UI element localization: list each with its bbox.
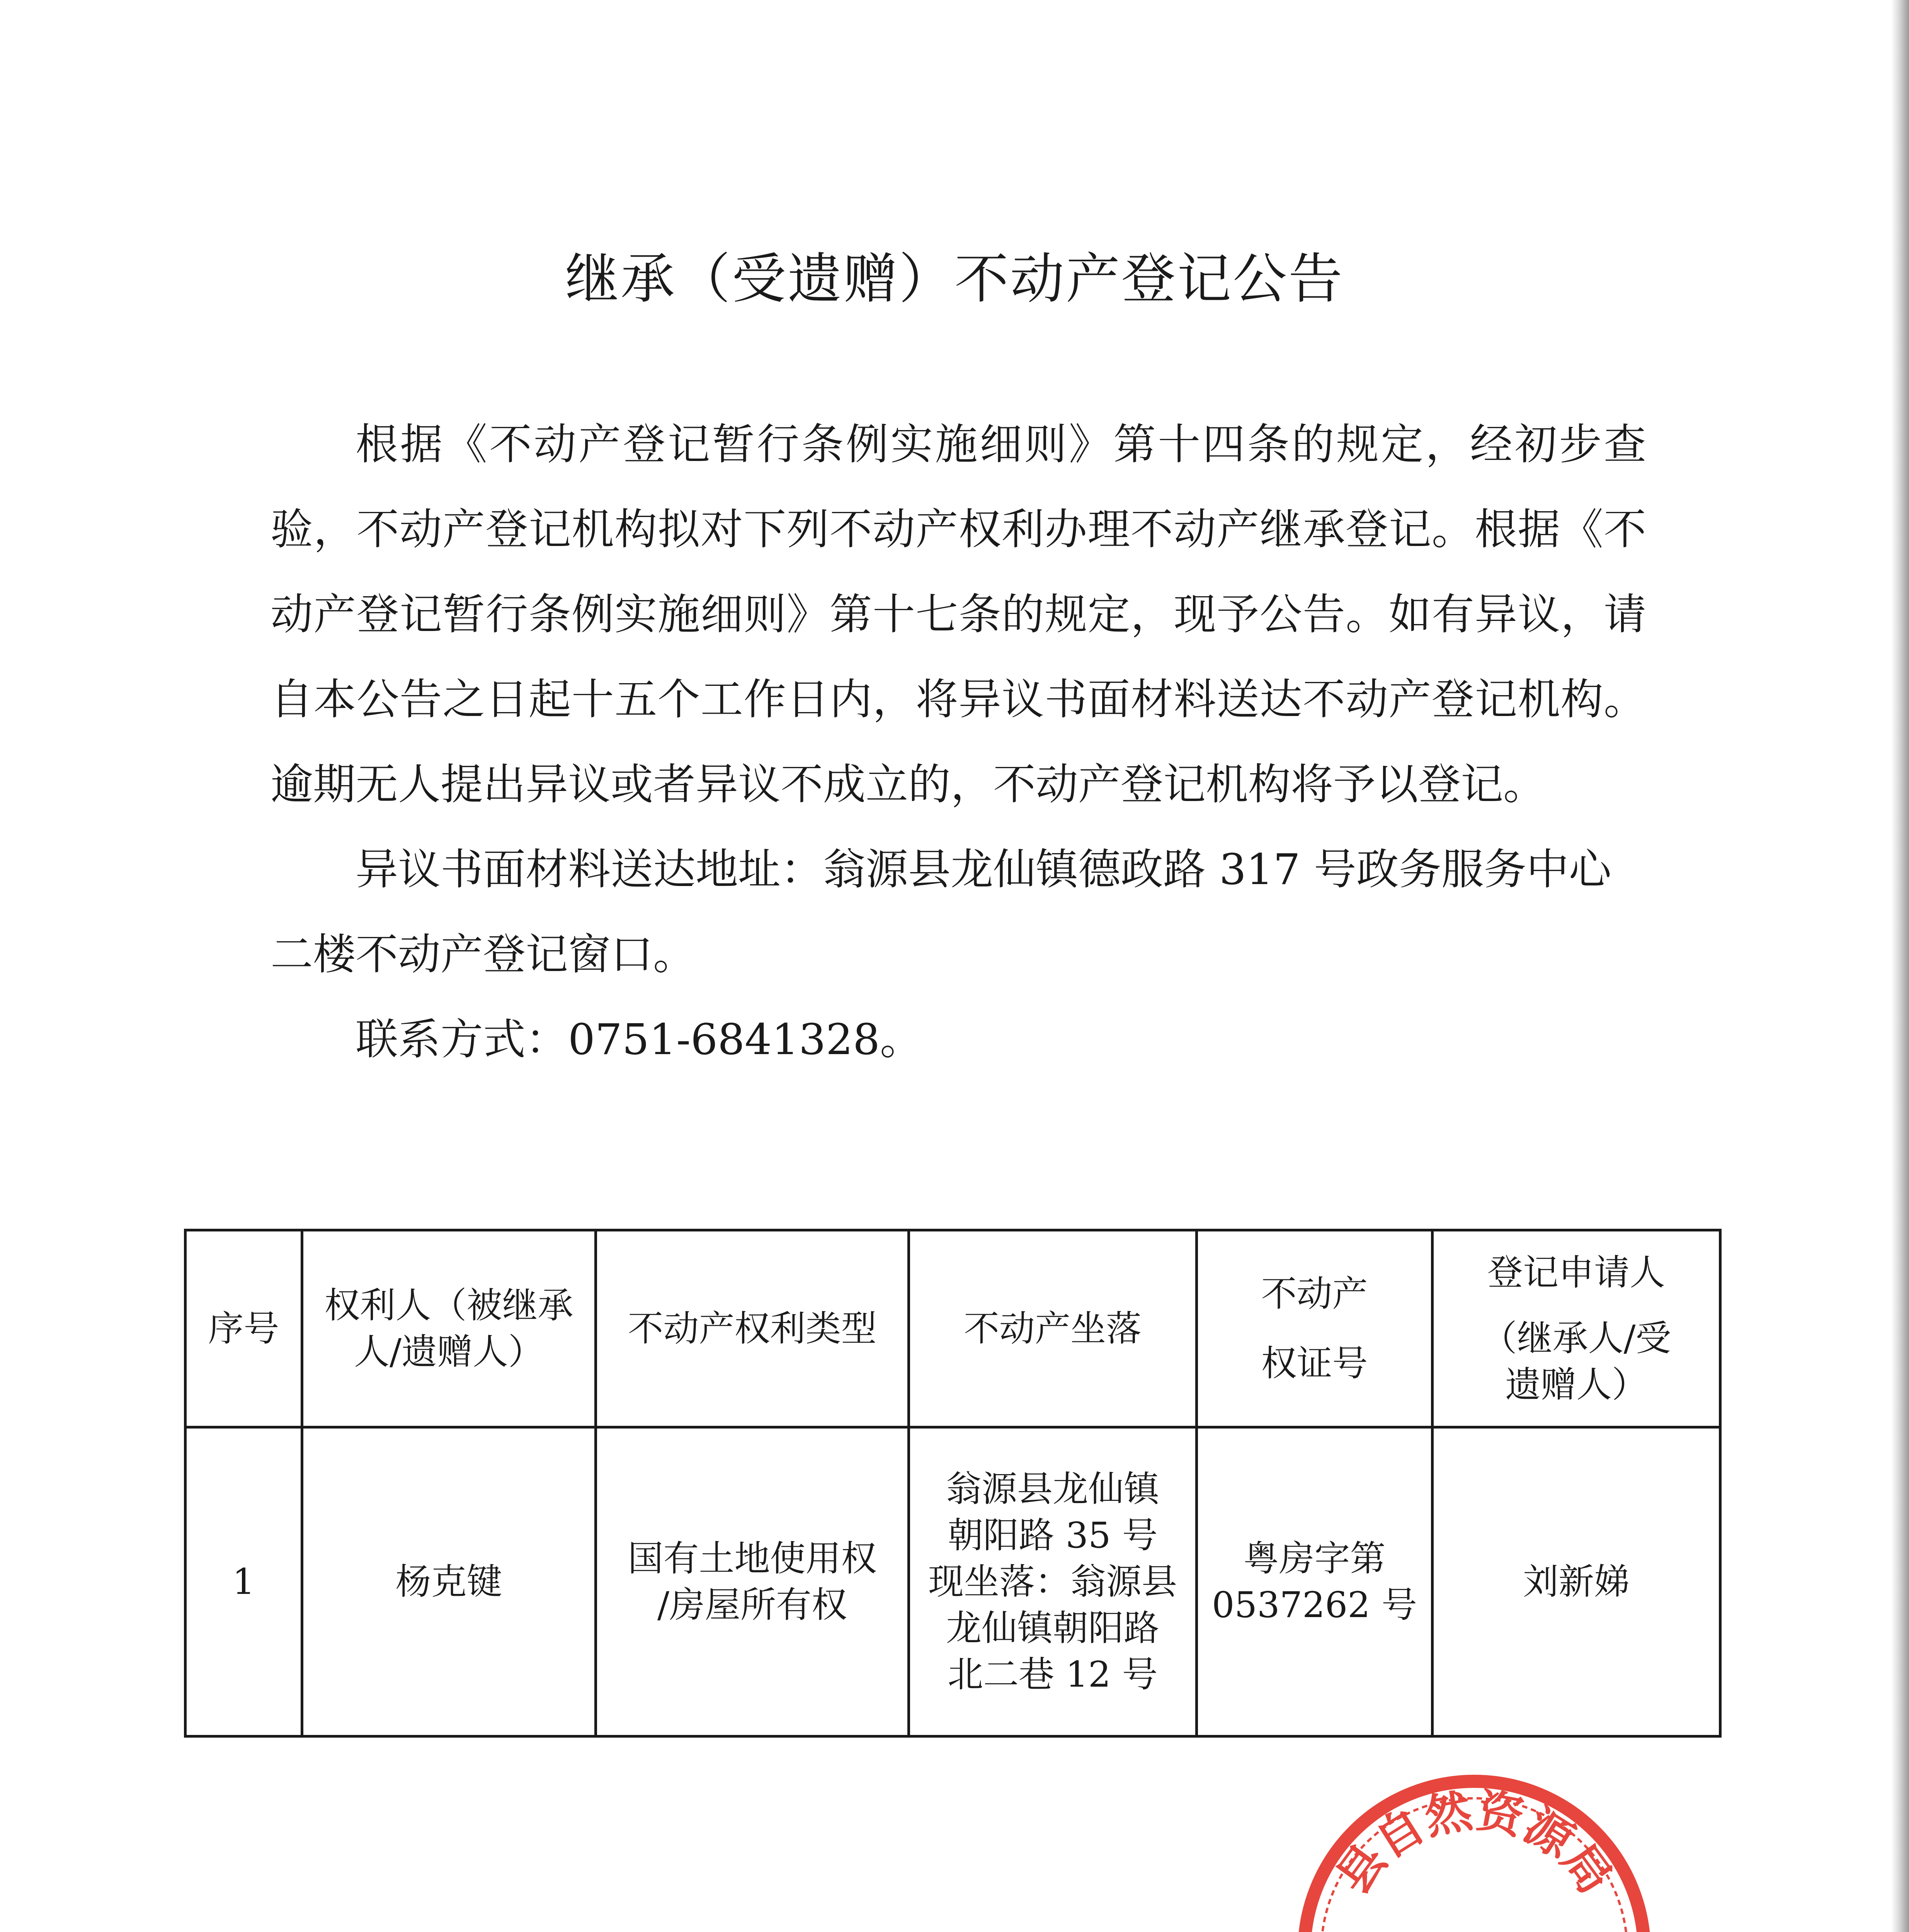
- address-paragraph: 异议书面材料送达地址：翁源县龙仙镇德政路 317 号政务服务中心二楼不动产登记窗口。: [271, 845, 1611, 979]
- header-holder-line1: 权利人（被继承: [324, 1284, 573, 1326]
- cell-location-line1: 翁源县龙仙镇: [946, 1468, 1159, 1510]
- cell-location-line4: 龙仙镇朝阳路: [946, 1607, 1159, 1649]
- official-seal-stamp: [1293, 1770, 1656, 1932]
- contact-paragraph: 联系方式：0751-6841328。: [356, 1015, 923, 1064]
- cell-location: [909, 1427, 1197, 1736]
- cell-cert-line2: 0537262 号: [1212, 1584, 1417, 1626]
- header-holder: [302, 1230, 596, 1427]
- cell-location-line2: 朝阳路 35 号: [948, 1514, 1158, 1556]
- header-applicant-line3: 遗赠人）: [1505, 1364, 1647, 1405]
- header-cert-line2: 权证号: [1261, 1342, 1368, 1384]
- header-holder-line2: 人/遗赠人）: [354, 1331, 544, 1372]
- header-applicant-line2: （继承人/受: [1481, 1317, 1671, 1359]
- seal-inner-ring: [1321, 1798, 1627, 1932]
- seal-top-text: [1327, 1784, 1622, 1903]
- signature-org: [1237, 1928, 1739, 1932]
- cell-cert-line1: 粤房字第: [1243, 1537, 1386, 1579]
- cell-right-type-line1: 国有土地使用权: [628, 1537, 877, 1579]
- cell-seq: 1: [185, 1427, 302, 1736]
- cell-holder: 杨克键: [302, 1427, 596, 1736]
- cell-cert: [1197, 1427, 1433, 1736]
- main-paragraph: 根据《不动产登记暂行条例实施细则》第十四条的规定，经初步查验，不动产登记机构拟对下列不动产权利办理不动产继承登记。根据《不动产登记暂行条例实施细则》第十七条的规定，现予公告。如有异议，请自本公告之日起十五个工作日内，将异议书面材料送达不动产登记机构。逾期无人提出异议或者异议不成立的，不动产登记机构将予以登记。: [271, 420, 1646, 809]
- header-applicant-line1: 登记申请人: [1487, 1252, 1665, 1293]
- table-row: [185, 1427, 1720, 1736]
- cell-location-line5: 北二巷 12 号: [948, 1653, 1158, 1695]
- header-cert-line1: 不动产: [1261, 1273, 1368, 1315]
- registration-table: [184, 1229, 1722, 1738]
- header-cert: [1197, 1230, 1433, 1427]
- cell-applicant: 刘新娣: [1433, 1427, 1720, 1736]
- cell-right-type: [596, 1427, 909, 1736]
- table-header-row: [185, 1230, 1720, 1427]
- header-seq: 序号: [185, 1230, 302, 1427]
- seal-top-textpath: 县自然资源局: [1326, 1784, 1622, 1904]
- seal-outer-ring: [1304, 1781, 1644, 1932]
- notice-title: 继承（受遗赠）不动产登记公告: [565, 248, 1344, 311]
- header-location: 不动产坐落: [909, 1230, 1197, 1427]
- header-applicant: [1433, 1230, 1720, 1427]
- cell-location-line3: 现坐落：翁源县: [928, 1561, 1177, 1602]
- header-right-type: 不动产权利类型: [596, 1230, 909, 1427]
- cell-right-type-line2: /房屋所有权: [657, 1584, 847, 1626]
